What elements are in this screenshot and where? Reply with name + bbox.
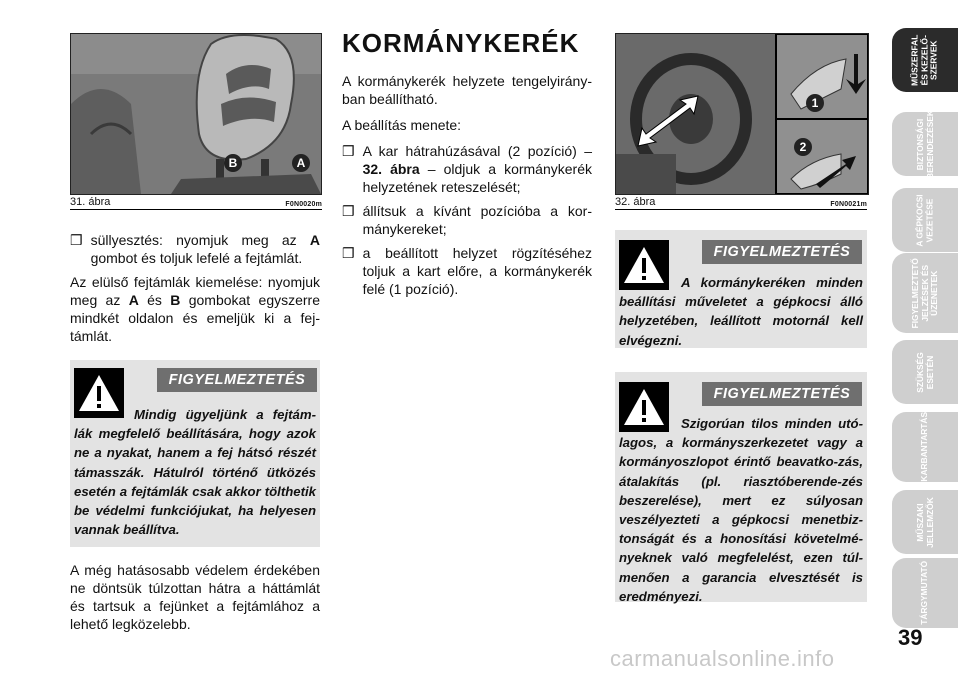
step-text: a beállított helyzet rögzítéséhez toljuk a kart előre, a kormánykerék felé (1 pozíció).: [362, 245, 592, 297]
figure-31-caption: [70, 196, 322, 210]
bullet-text-rest: gombot és toljuk lefelé a fejtámlát.: [90, 250, 303, 266]
bullet-item: [70, 231, 320, 267]
warning-box-steering: [615, 230, 867, 348]
warning-title: FIGYELMEZTETÉS: [702, 240, 862, 264]
tab-technical-data[interactable]: [892, 490, 958, 554]
bullet-text: süllyesztés: nyomjuk meg az: [90, 232, 310, 248]
text-part: Az elülső fejtámlák kiemelése: nyomjuk meg az: [70, 274, 320, 308]
steering-photo: [615, 33, 869, 195]
label-b-marker: B: [224, 154, 242, 172]
key-a: A: [128, 292, 139, 308]
tab-label: TÁRGYMUTATÓ: [919, 561, 930, 625]
text-part: gombokat egyszerre mindkét oldalon és emeljük ki a fej-támlát.: [70, 292, 320, 344]
figure-32-caption: [615, 196, 867, 210]
figure-reference: 32. ábra: [362, 161, 420, 177]
checkbox-bullet-icon: ❒: [70, 232, 83, 248]
tab-label: MŰSZERFAL ÉS KEZELŐ- SZERVEK: [909, 34, 939, 86]
middle-column-text: [342, 72, 592, 304]
tab-label: FIGYELMEZTETŐ JELZÉSEK ÉS ÜZENETEK: [909, 257, 939, 329]
step-text: állítsuk a kívánt pozícióba a kor-mánykereket;: [362, 203, 592, 237]
steering-illustration: [616, 34, 868, 194]
step-item: [342, 142, 592, 196]
tab-label: MŰSZAKI JELLEMZŐK: [914, 496, 934, 548]
warning-title: FIGYELMEZTETÉS: [702, 382, 862, 406]
tab-safety[interactable]: [892, 109, 958, 179]
step-text-rest: – oldjuk a kormánykerék helyzetének reteszelését;: [362, 161, 592, 195]
label-1-marker: 1: [806, 94, 824, 112]
page-number: 39: [898, 625, 923, 650]
tab-label: A GÉPKOCSI VEZETÉSE: [914, 193, 934, 247]
label-2-marker: 2: [794, 138, 812, 156]
figure-number: 32. ábra: [615, 196, 656, 208]
warning-box-headrest: [70, 360, 320, 547]
figure-code: F0N0020m: [285, 201, 322, 208]
headrest-illustration: [71, 34, 321, 194]
key-a: A: [309, 232, 320, 248]
paragraph-protection: A még hatásosabb védelem érdekében ne döntsük túlzottan hátra a háttámlát és tartsuk a fejünket a fejtámlához a lehető legközelebb.: [70, 562, 320, 632]
text-part: és: [138, 292, 171, 308]
tab-label: BIZTONSÁGI BERENDEZÉSEK: [914, 109, 934, 179]
tab-emergency[interactable]: [892, 340, 958, 404]
checkbox-bullet-icon: ❒: [342, 143, 355, 159]
warning-title: FIGYELMEZTETÉS: [157, 368, 317, 392]
tab-label: SZÜKSÉG ESETÉN: [914, 351, 934, 393]
warning-box-modification: [615, 372, 867, 602]
intro-paragraph: A kormánykerék helyzete tengelyirány-ban beállítható.: [342, 73, 592, 107]
tab-label: KARBANTARTÁS: [919, 412, 930, 482]
checkbox-bullet-icon: ❒: [342, 203, 355, 219]
page-title: KORMÁNYKERÉK: [342, 28, 580, 58]
tab-index[interactable]: [892, 558, 958, 628]
step-text: A kar hátrahúzásával (2 pozíció) –: [362, 143, 592, 159]
step-item: [342, 202, 592, 238]
figure-number: 31. ábra: [70, 196, 111, 208]
warning-text: Mindig ügyeljünk a fejtám-lák megfelelő beállítására, hogy azok ne a nyakat, hanem a fej hátsó részét támasszák. Hátulról történő ütközés esetén a fejtámlák csak akkor tölthetik be védelmi funkciójukat, ha helyesen vannak beállítva.: [74, 407, 316, 538]
step-item: [342, 244, 592, 298]
paragraph-headrest-removal: [70, 273, 320, 345]
checkbox-bullet-icon: ❒: [342, 245, 355, 261]
figure-code: F0N0021m: [830, 201, 867, 208]
tab-maintenance[interactable]: [892, 412, 958, 482]
steps-heading: A beállítás menete:: [342, 117, 462, 133]
left-column-text: [70, 231, 320, 353]
key-b: B: [170, 292, 181, 308]
watermark: carmanualsonline.info: [610, 646, 835, 671]
tab-driving[interactable]: [892, 188, 958, 252]
tab-warning-lights[interactable]: [892, 253, 958, 333]
label-a-marker: A: [292, 154, 310, 172]
tab-instruments[interactable]: [892, 28, 958, 92]
headrest-photo: [70, 33, 322, 195]
warning-text: Szigorúan tilos minden utó-lagos, a kormányszerkezetet vagy a kormányoszlopot érintő beavatko-zás, átalakítás (pl. riasztóberende-zés beszerelése), mert ez súlyosan veszélyezteti a gépkocsi menetbiz-tonságát és a honosítási követelmé-nyeknek való megfelelést, ezen túl-menően a garancia elvesztését is eredményezi.: [619, 416, 863, 604]
warning-text: A kormánykeréken minden beállítási műveletet a gépkocsi álló helyzetében, leállított motornál kell elvégezni.: [619, 275, 863, 348]
